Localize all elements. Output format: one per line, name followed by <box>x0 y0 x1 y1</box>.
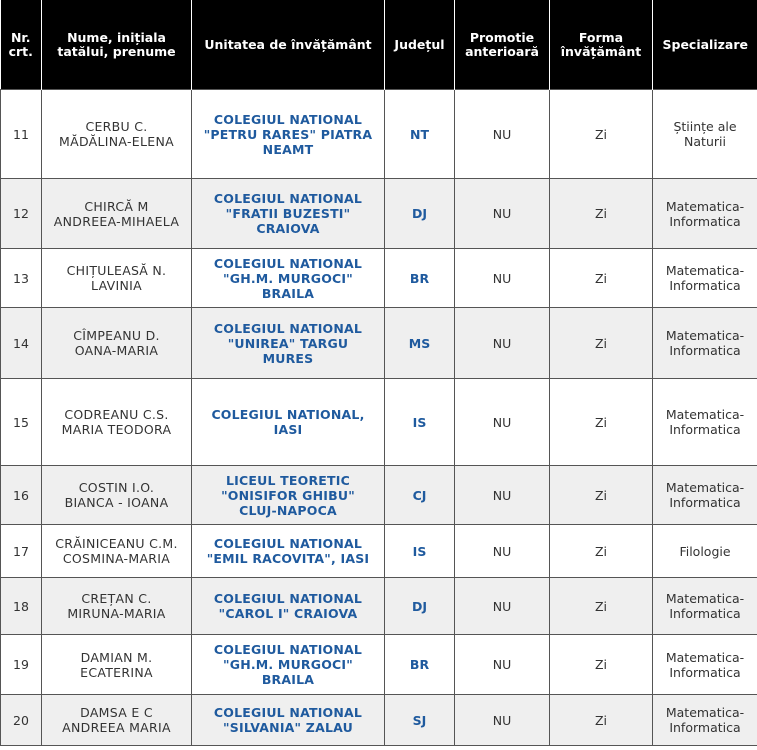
header-form-line: învățământ <box>560 43 642 59</box>
header-nr-line: Nr. <box>10 29 31 45</box>
specialization-cell <box>653 249 757 308</box>
header-previous <box>455 0 550 90</box>
previous-promotion-cell: NU <box>455 635 550 695</box>
student-name-line: BIANCA - IOANA <box>64 495 169 510</box>
county-code-cell: DJ <box>385 179 455 249</box>
education-form-cell: Zi <box>550 90 653 179</box>
specialization-line: Informatica <box>669 720 741 735</box>
school-name-line: "PETRU RARES" PIATRA <box>203 126 373 142</box>
education-form-cell: Zi <box>550 578 653 635</box>
county-code-cell: MS <box>385 308 455 379</box>
table-row <box>1 308 757 379</box>
specialization-line: Matematica- <box>665 198 745 214</box>
specialization-line: Filologie <box>679 543 731 559</box>
row-number-cell: 16 <box>1 466 42 525</box>
specialization-cell <box>653 695 757 746</box>
previous-promotion-cell: NU <box>455 578 550 635</box>
previous-promotion-cell: NU <box>455 525 550 578</box>
student-name-line: CRĂINICEANU C.M. <box>55 536 178 551</box>
specialization-cell <box>653 466 757 525</box>
previous-promotion-cell: NU <box>455 379 550 466</box>
school-name-line: COLEGIUL NATIONAL <box>213 255 363 271</box>
school-name-line: COLEGIUL NATIONAL <box>213 536 363 551</box>
table-row <box>1 635 757 695</box>
student-name-cell <box>42 308 192 379</box>
row-number-cell: 14 <box>1 308 42 379</box>
school-name-line: "UNIREA" TARGU <box>227 335 349 351</box>
school-name-cell <box>192 578 385 635</box>
student-name-line: CODREANU C.S. <box>64 407 169 422</box>
student-name-cell <box>42 695 192 746</box>
education-form-cell: Zi <box>550 635 653 695</box>
school-name-line: "SILVANIA" ZALAU <box>223 720 353 735</box>
school-name-line: MURES <box>262 350 314 366</box>
school-name-cell <box>192 525 385 578</box>
student-name-line: ECATERINA <box>80 664 153 680</box>
school-name-line: "ONISIFOR GHIBU" <box>221 487 355 503</box>
table-row <box>1 466 757 525</box>
header-specialization-line: Specializare <box>662 36 748 52</box>
specialization-line: Informatica <box>669 664 741 680</box>
header-form-line: Forma <box>578 29 624 45</box>
school-name-cell <box>192 379 385 466</box>
school-name-cell <box>192 695 385 746</box>
header-county-line: Județul <box>394 36 445 52</box>
education-form-cell: Zi <box>550 466 653 525</box>
education-form-cell: Zi <box>550 249 653 308</box>
student-name-line: CHIRCĂ M <box>84 198 149 214</box>
school-name-line: IASI <box>273 422 303 437</box>
student-name-line: DAMIAN M. <box>80 649 153 665</box>
student-name-line: MĂDĂLINA-ELENA <box>59 134 174 149</box>
specialization-cell <box>653 379 757 466</box>
specialization-cell <box>653 578 757 635</box>
school-name-cell <box>192 635 385 695</box>
header-school <box>192 0 385 90</box>
specialization-cell <box>653 179 757 249</box>
student-name-line: ANDREEA-MIHAELA <box>53 213 180 229</box>
header-name-line: tatălui, prenume <box>57 43 176 59</box>
school-name-line: COLEGIUL NATIONAL <box>213 320 363 336</box>
school-name-line: "CAROL I" CRAIOVA <box>218 606 358 621</box>
header-form <box>550 0 653 90</box>
table-row <box>1 90 757 179</box>
table-row <box>1 525 757 578</box>
specialization-line: Informatica <box>669 278 741 293</box>
table-row <box>1 695 757 746</box>
county-code-cell: BR <box>385 249 455 308</box>
specialization-line: Informatica <box>669 495 741 510</box>
education-form-cell: Zi <box>550 308 653 379</box>
student-name-cell <box>42 179 192 249</box>
header-nr-line: crt. <box>8 43 33 59</box>
student-name-cell <box>42 466 192 525</box>
table-row <box>1 249 757 308</box>
county-code-cell: BR <box>385 635 455 695</box>
header-previous-line: anterioară <box>465 43 539 59</box>
previous-promotion-cell: NU <box>455 308 550 379</box>
education-form-cell: Zi <box>550 695 653 746</box>
student-name-line: CHIȚULEASĂ N. <box>66 263 167 278</box>
row-number-cell: 20 <box>1 695 42 746</box>
header-previous-line: Promotie <box>469 29 535 45</box>
school-name-line: COLEGIUL NATIONAL <box>213 642 363 657</box>
specialization-line: Naturii <box>684 134 726 149</box>
school-name-line: "FRATII BUZESTI" <box>225 206 351 221</box>
specialization-line: Matematica- <box>665 591 745 606</box>
school-name-line: COLEGIUL NATIONAL <box>213 191 363 206</box>
student-name-line: COSTIN I.O. <box>78 480 155 495</box>
school-name-line: "GH.M. MURGOCI" <box>223 270 353 286</box>
header-name-line: Nume, inițiala <box>67 29 166 45</box>
county-code-cell: DJ <box>385 578 455 635</box>
school-name-cell <box>192 90 385 179</box>
county-code-cell: NT <box>385 90 455 179</box>
student-name-line: CREȚAN C. <box>81 591 152 606</box>
student-name-cell <box>42 525 192 578</box>
specialization-cell <box>653 90 757 179</box>
school-name-line: COLEGIUL NATIONAL <box>213 705 363 720</box>
school-name-line: "GH.M. MURGOCI" <box>223 657 353 672</box>
specialization-line: Informatica <box>669 422 741 437</box>
specialization-line: Informatica <box>669 343 741 358</box>
school-name-line: COLEGIUL NATIONAL <box>213 111 363 127</box>
specialization-cell <box>653 635 757 695</box>
row-number-cell: 12 <box>1 179 42 249</box>
specialization-line: Matematica- <box>665 480 745 495</box>
row-number-cell: 19 <box>1 635 42 695</box>
specialization-line: Informatica <box>669 606 741 621</box>
county-code-cell: CJ <box>385 466 455 525</box>
table-row <box>1 578 757 635</box>
specialization-line: Științe ale <box>673 119 737 134</box>
school-name-line: CRAIOVA <box>256 221 320 236</box>
student-name-line: COSMINA-MARIA <box>62 551 171 566</box>
school-name-line: "EMIL RACOVITA", IASI <box>206 551 370 566</box>
table-row <box>1 379 757 466</box>
specialization-line: Matematica- <box>665 705 745 720</box>
education-form-cell: Zi <box>550 179 653 249</box>
specialization-line: Matematica- <box>665 328 745 343</box>
specialization-line: Matematica- <box>665 649 745 665</box>
header-name <box>42 0 192 90</box>
student-name-line: LAVINIA <box>91 278 142 293</box>
school-name-cell <box>192 308 385 379</box>
header-school-line: Unitatea de învățământ <box>204 36 372 52</box>
specialization-cell <box>653 308 757 379</box>
header-row <box>1 0 757 90</box>
specialization-line: Matematica- <box>665 263 745 278</box>
specialization-line: Matematica- <box>665 407 745 422</box>
student-name-line: OANA-MARIA <box>74 343 159 358</box>
student-name-line: DAMSA E C <box>80 705 153 720</box>
school-name-line: COLEGIUL NATIONAL, <box>211 407 365 422</box>
county-code-cell: SJ <box>385 695 455 746</box>
previous-promotion-cell: NU <box>455 695 550 746</box>
school-name-cell <box>192 179 385 249</box>
student-name-line: MARIA TEODORA <box>61 422 172 437</box>
school-name-line: COLEGIUL NATIONAL <box>213 591 363 606</box>
previous-promotion-cell: NU <box>455 466 550 525</box>
school-name-line: BRAILA <box>261 285 315 301</box>
education-form-cell: Zi <box>550 379 653 466</box>
header-county <box>385 0 455 90</box>
education-form-cell: Zi <box>550 525 653 578</box>
specialization-cell <box>653 525 757 578</box>
specialization-line: Informatica <box>669 213 741 229</box>
table-row <box>1 179 757 249</box>
county-code-cell: IS <box>385 525 455 578</box>
row-number-cell: 17 <box>1 525 42 578</box>
table-body <box>1 90 757 746</box>
school-name-line: CLUJ-NAPOCA <box>239 502 337 518</box>
row-number-cell: 15 <box>1 379 42 466</box>
school-name-cell <box>192 466 385 525</box>
student-name-cell <box>42 379 192 466</box>
header-nr <box>1 0 42 90</box>
student-name-cell <box>42 635 192 695</box>
school-name-cell <box>192 249 385 308</box>
student-name-cell <box>42 578 192 635</box>
previous-promotion-cell: NU <box>455 179 550 249</box>
student-name-line: CÎMPEANU D. <box>73 328 160 343</box>
student-name-cell <box>42 249 192 308</box>
row-number-cell: 18 <box>1 578 42 635</box>
student-name-line: CERBU C. <box>85 119 148 134</box>
row-number-cell: 13 <box>1 249 42 308</box>
previous-promotion-cell: NU <box>455 249 550 308</box>
school-name-line: BRAILA <box>261 672 315 687</box>
student-name-cell <box>42 90 192 179</box>
header-specialization <box>653 0 757 90</box>
student-name-line: ANDREEA MARIA <box>62 720 171 735</box>
school-name-line: NEAMT <box>262 141 314 157</box>
school-name-line: LICEUL TEORETIC <box>225 472 350 488</box>
county-code-cell: IS <box>385 379 455 466</box>
previous-promotion-cell: NU <box>455 90 550 179</box>
row-number-cell: 11 <box>1 90 42 179</box>
student-name-line: MIRUNA-MARIA <box>67 606 166 621</box>
